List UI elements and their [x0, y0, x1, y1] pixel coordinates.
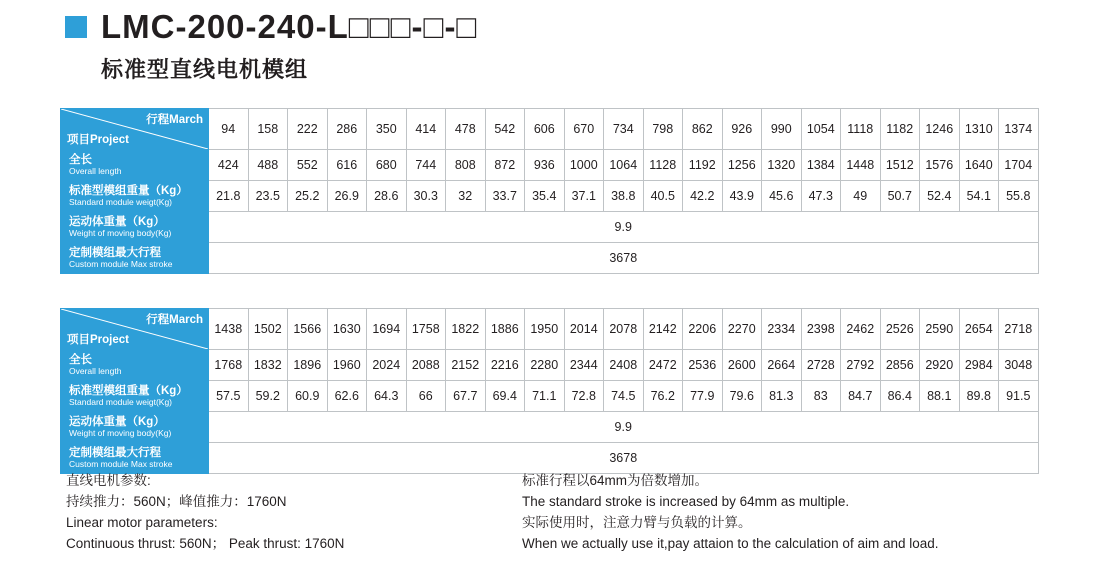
march-header-label: 行程March: [146, 114, 203, 126]
march-value: 1758: [406, 309, 446, 350]
march-value: 1054: [801, 109, 841, 150]
march-value: 1886: [485, 309, 525, 350]
overall-length-value: 2472: [643, 350, 683, 381]
march-value: 990: [762, 109, 802, 150]
march-value: 286: [327, 109, 367, 150]
march-value: 1182: [880, 109, 920, 150]
module-weight-value: 33.7: [485, 181, 525, 212]
module-weight-value: 77.9: [683, 381, 723, 412]
module-weight-value: 67.7: [446, 381, 486, 412]
module-weight-value: 64.3: [367, 381, 407, 412]
overall-length-value: 552: [288, 150, 328, 181]
page-title: LMC-200-240-L□□□-□-□: [101, 8, 478, 45]
module-weight-value: 74.5: [604, 381, 644, 412]
module-weight-value: 79.6: [722, 381, 762, 412]
row-label-cn: 定制模组最大行程: [69, 246, 161, 259]
overall-length-value: 2792: [841, 350, 881, 381]
overall-length-value: 2600: [722, 350, 762, 381]
row-label-module-weight: [61, 381, 209, 412]
overall-length-value: 1192: [683, 150, 723, 181]
note-line: The standard stroke is increased by 64mm as multiple.: [522, 494, 850, 509]
module-weight-value: 69.4: [485, 381, 525, 412]
march-value: 798: [643, 109, 683, 150]
overall-length-value: 1704: [999, 150, 1039, 181]
march-value: 2590: [920, 309, 960, 350]
overall-length-value: 936: [525, 150, 565, 181]
march-value: 1630: [327, 309, 367, 350]
module-weight-value: 25.2: [288, 181, 328, 212]
row-label-en: Custom module Max stroke: [69, 458, 173, 469]
overall-length-value: 1128: [643, 150, 683, 181]
moving-body-weight-value: 9.9: [209, 412, 1039, 443]
project-header-label: 项目Project: [67, 134, 129, 146]
overall-length-value: 1896: [288, 350, 328, 381]
march-value: 2334: [762, 309, 802, 350]
overall-length-value: 2088: [406, 350, 446, 381]
module-weight-value: 83: [801, 381, 841, 412]
overall-length-value: 488: [248, 150, 288, 181]
custom-max-stroke-value: 3678: [209, 243, 1039, 274]
march-value: 670: [564, 109, 604, 150]
table-corner-header: [61, 109, 209, 150]
overall-length-value: 1640: [959, 150, 999, 181]
row-label-en: Weight of moving body(Kg): [69, 227, 172, 238]
overall-length-value: 2856: [880, 350, 920, 381]
march-value: 158: [248, 109, 288, 150]
row-label-cn: 标准型模组重量（Kg）: [69, 384, 188, 397]
overall-length-value: 2984: [959, 350, 999, 381]
table-row: [61, 243, 1039, 274]
overall-length-value: 1320: [762, 150, 802, 181]
row-label-overall-length: [61, 350, 209, 381]
overall-length-value: 2408: [604, 350, 644, 381]
page-header: [65, 10, 477, 84]
march-value: 734: [604, 109, 644, 150]
march-value: 2718: [999, 309, 1039, 350]
march-value: 2206: [683, 309, 723, 350]
overall-length-value: 2280: [525, 350, 565, 381]
module-weight-value: 21.8: [209, 181, 249, 212]
overall-length-value: 2728: [801, 350, 841, 381]
module-weight-value: 55.8: [999, 181, 1039, 212]
table-header-row: [61, 109, 1039, 150]
overall-length-value: 744: [406, 150, 446, 181]
module-weight-value: 71.1: [525, 381, 565, 412]
row-label-en: Standard module weigt(Kg): [69, 396, 173, 407]
overall-length-value: 1448: [841, 150, 881, 181]
march-value: 2078: [604, 309, 644, 350]
march-value: 222: [288, 109, 328, 150]
overall-length-value: 1064: [604, 150, 644, 181]
module-weight-value: 72.8: [564, 381, 604, 412]
march-value: 926: [722, 109, 762, 150]
module-weight-value: 50.7: [880, 181, 920, 212]
overall-length-value: 680: [367, 150, 407, 181]
module-weight-value: 76.2: [643, 381, 683, 412]
overall-length-value: 1832: [248, 350, 288, 381]
module-weight-value: 43.9: [722, 181, 762, 212]
march-value: 2270: [722, 309, 762, 350]
march-value: 862: [683, 109, 723, 150]
note-line: Linear motor parameters:: [66, 515, 218, 530]
march-value: 2398: [801, 309, 841, 350]
overall-length-value: 1960: [327, 350, 367, 381]
module-weight-value: 49: [841, 181, 881, 212]
row-label-cn: 运动体重量（Kg）: [69, 215, 165, 228]
row-label-cn: 全长: [69, 353, 92, 366]
module-weight-value: 47.3: [801, 181, 841, 212]
module-weight-value: 38.8: [604, 181, 644, 212]
table-row: [61, 212, 1039, 243]
module-weight-value: 66: [406, 381, 446, 412]
overall-length-value: 872: [485, 150, 525, 181]
table-row: [61, 350, 1039, 381]
row-label-max-stroke: [61, 443, 209, 474]
module-weight-value: 60.9: [288, 381, 328, 412]
note-line: Continuous thrust: 560N； Peak thrust: 1760N: [66, 536, 345, 551]
march-value: 606: [525, 109, 565, 150]
module-weight-value: 62.6: [327, 381, 367, 412]
module-weight-value: 30.3: [406, 181, 446, 212]
march-value: 1374: [999, 109, 1039, 150]
row-label-en: Weight of moving body(Kg): [69, 427, 172, 438]
row-label-module-weight: [61, 181, 209, 212]
module-weight-value: 89.8: [959, 381, 999, 412]
table-row: [61, 181, 1039, 212]
march-value: 1310: [959, 109, 999, 150]
overall-length-value: 808: [446, 150, 486, 181]
module-weight-value: 52.4: [920, 181, 960, 212]
square-bullet-icon: [65, 16, 87, 38]
overall-length-value: 1000: [564, 150, 604, 181]
table-corner-header: [61, 309, 209, 350]
march-value: 1822: [446, 309, 486, 350]
spec-table-1: [60, 108, 1038, 274]
row-label-en: Overall length: [69, 165, 122, 176]
module-weight-value: 32: [446, 181, 486, 212]
table-row: [61, 412, 1039, 443]
overall-length-value: 616: [327, 150, 367, 181]
march-value: 2142: [643, 309, 683, 350]
module-weight-value: 84.7: [841, 381, 881, 412]
overall-length-value: 2344: [564, 350, 604, 381]
title-row: [65, 10, 477, 43]
march-value: 1118: [841, 109, 881, 150]
spec-table-1-grid: [60, 108, 1039, 274]
overall-length-value: 2152: [446, 350, 486, 381]
march-value: 414: [406, 109, 446, 150]
overall-length-value: 424: [209, 150, 249, 181]
march-value: 1502: [248, 309, 288, 350]
note-line: 实际使用时，注意力臂与负载的计算。: [522, 515, 752, 530]
march-value: 94: [209, 109, 249, 150]
overall-length-value: 1576: [920, 150, 960, 181]
module-weight-value: 59.2: [248, 381, 288, 412]
march-value: 542: [485, 109, 525, 150]
module-weight-value: 37.1: [564, 181, 604, 212]
march-value: 2014: [564, 309, 604, 350]
table-row: [61, 443, 1039, 474]
spec-table-2-grid: [60, 308, 1039, 474]
module-weight-value: 45.6: [762, 181, 802, 212]
overall-length-value: 2920: [920, 350, 960, 381]
row-label-en: Overall length: [69, 365, 122, 376]
march-value: 2526: [880, 309, 920, 350]
overall-length-value: 3048: [999, 350, 1039, 381]
overall-length-value: 1512: [880, 150, 920, 181]
row-label-moving-body: [61, 412, 209, 443]
note-line: When we actually use it,pay attaion to the calculation of aim and load.: [522, 536, 939, 551]
project-header-label: 项目Project: [67, 334, 129, 346]
notes-right-column: [522, 470, 1082, 554]
notes-left-column: [66, 470, 506, 554]
march-value: 1694: [367, 309, 407, 350]
module-weight-value: 86.4: [880, 381, 920, 412]
march-header-label: 行程March: [146, 314, 203, 326]
march-value: 1438: [209, 309, 249, 350]
table-row: [61, 381, 1039, 412]
module-weight-value: 88.1: [920, 381, 960, 412]
march-value: 350: [367, 109, 407, 150]
row-label-cn: 标准型模组重量（Kg）: [69, 184, 188, 197]
module-weight-value: 91.5: [999, 381, 1039, 412]
note-line: 标准行程以64mm为倍数增加。: [522, 473, 709, 488]
overall-length-value: 1768: [209, 350, 249, 381]
module-weight-value: 23.5: [248, 181, 288, 212]
module-weight-value: 26.9: [327, 181, 367, 212]
row-label-cn: 定制模组最大行程: [69, 446, 161, 459]
module-weight-value: 81.3: [762, 381, 802, 412]
note-line: 持续推力：560N；峰值推力：1760N: [66, 494, 287, 509]
module-weight-value: 57.5: [209, 381, 249, 412]
note-line: 直线电机参数:: [66, 473, 151, 488]
march-value: 2462: [841, 309, 881, 350]
march-value: 1950: [525, 309, 565, 350]
row-label-cn: 运动体重量（Kg）: [69, 415, 165, 428]
overall-length-value: 2664: [762, 350, 802, 381]
overall-length-value: 2216: [485, 350, 525, 381]
overall-length-value: 1384: [801, 150, 841, 181]
custom-max-stroke-value: 3678: [209, 443, 1039, 474]
march-value: 2654: [959, 309, 999, 350]
row-label-en: Standard module weigt(Kg): [69, 196, 173, 207]
march-value: 1246: [920, 109, 960, 150]
march-value: 478: [446, 109, 486, 150]
module-weight-value: 40.5: [643, 181, 683, 212]
row-label-en: Custom module Max stroke: [69, 258, 173, 269]
moving-body-weight-value: 9.9: [209, 212, 1039, 243]
module-weight-value: 28.6: [367, 181, 407, 212]
module-weight-value: 35.4: [525, 181, 565, 212]
overall-length-value: 2024: [367, 350, 407, 381]
page-subtitle: 标准型直线电机模组: [101, 57, 309, 82]
row-label-max-stroke: [61, 243, 209, 274]
overall-length-value: 2536: [683, 350, 723, 381]
overall-length-value: 1256: [722, 150, 762, 181]
table-row: [61, 150, 1039, 181]
march-value: 1566: [288, 309, 328, 350]
table-header-row: [61, 309, 1039, 350]
module-weight-value: 42.2: [683, 181, 723, 212]
module-weight-value: 54.1: [959, 181, 999, 212]
row-label-cn: 全长: [69, 153, 92, 166]
row-label-overall-length: [61, 150, 209, 181]
row-label-moving-body: [61, 212, 209, 243]
spec-table-2: [60, 308, 1038, 474]
